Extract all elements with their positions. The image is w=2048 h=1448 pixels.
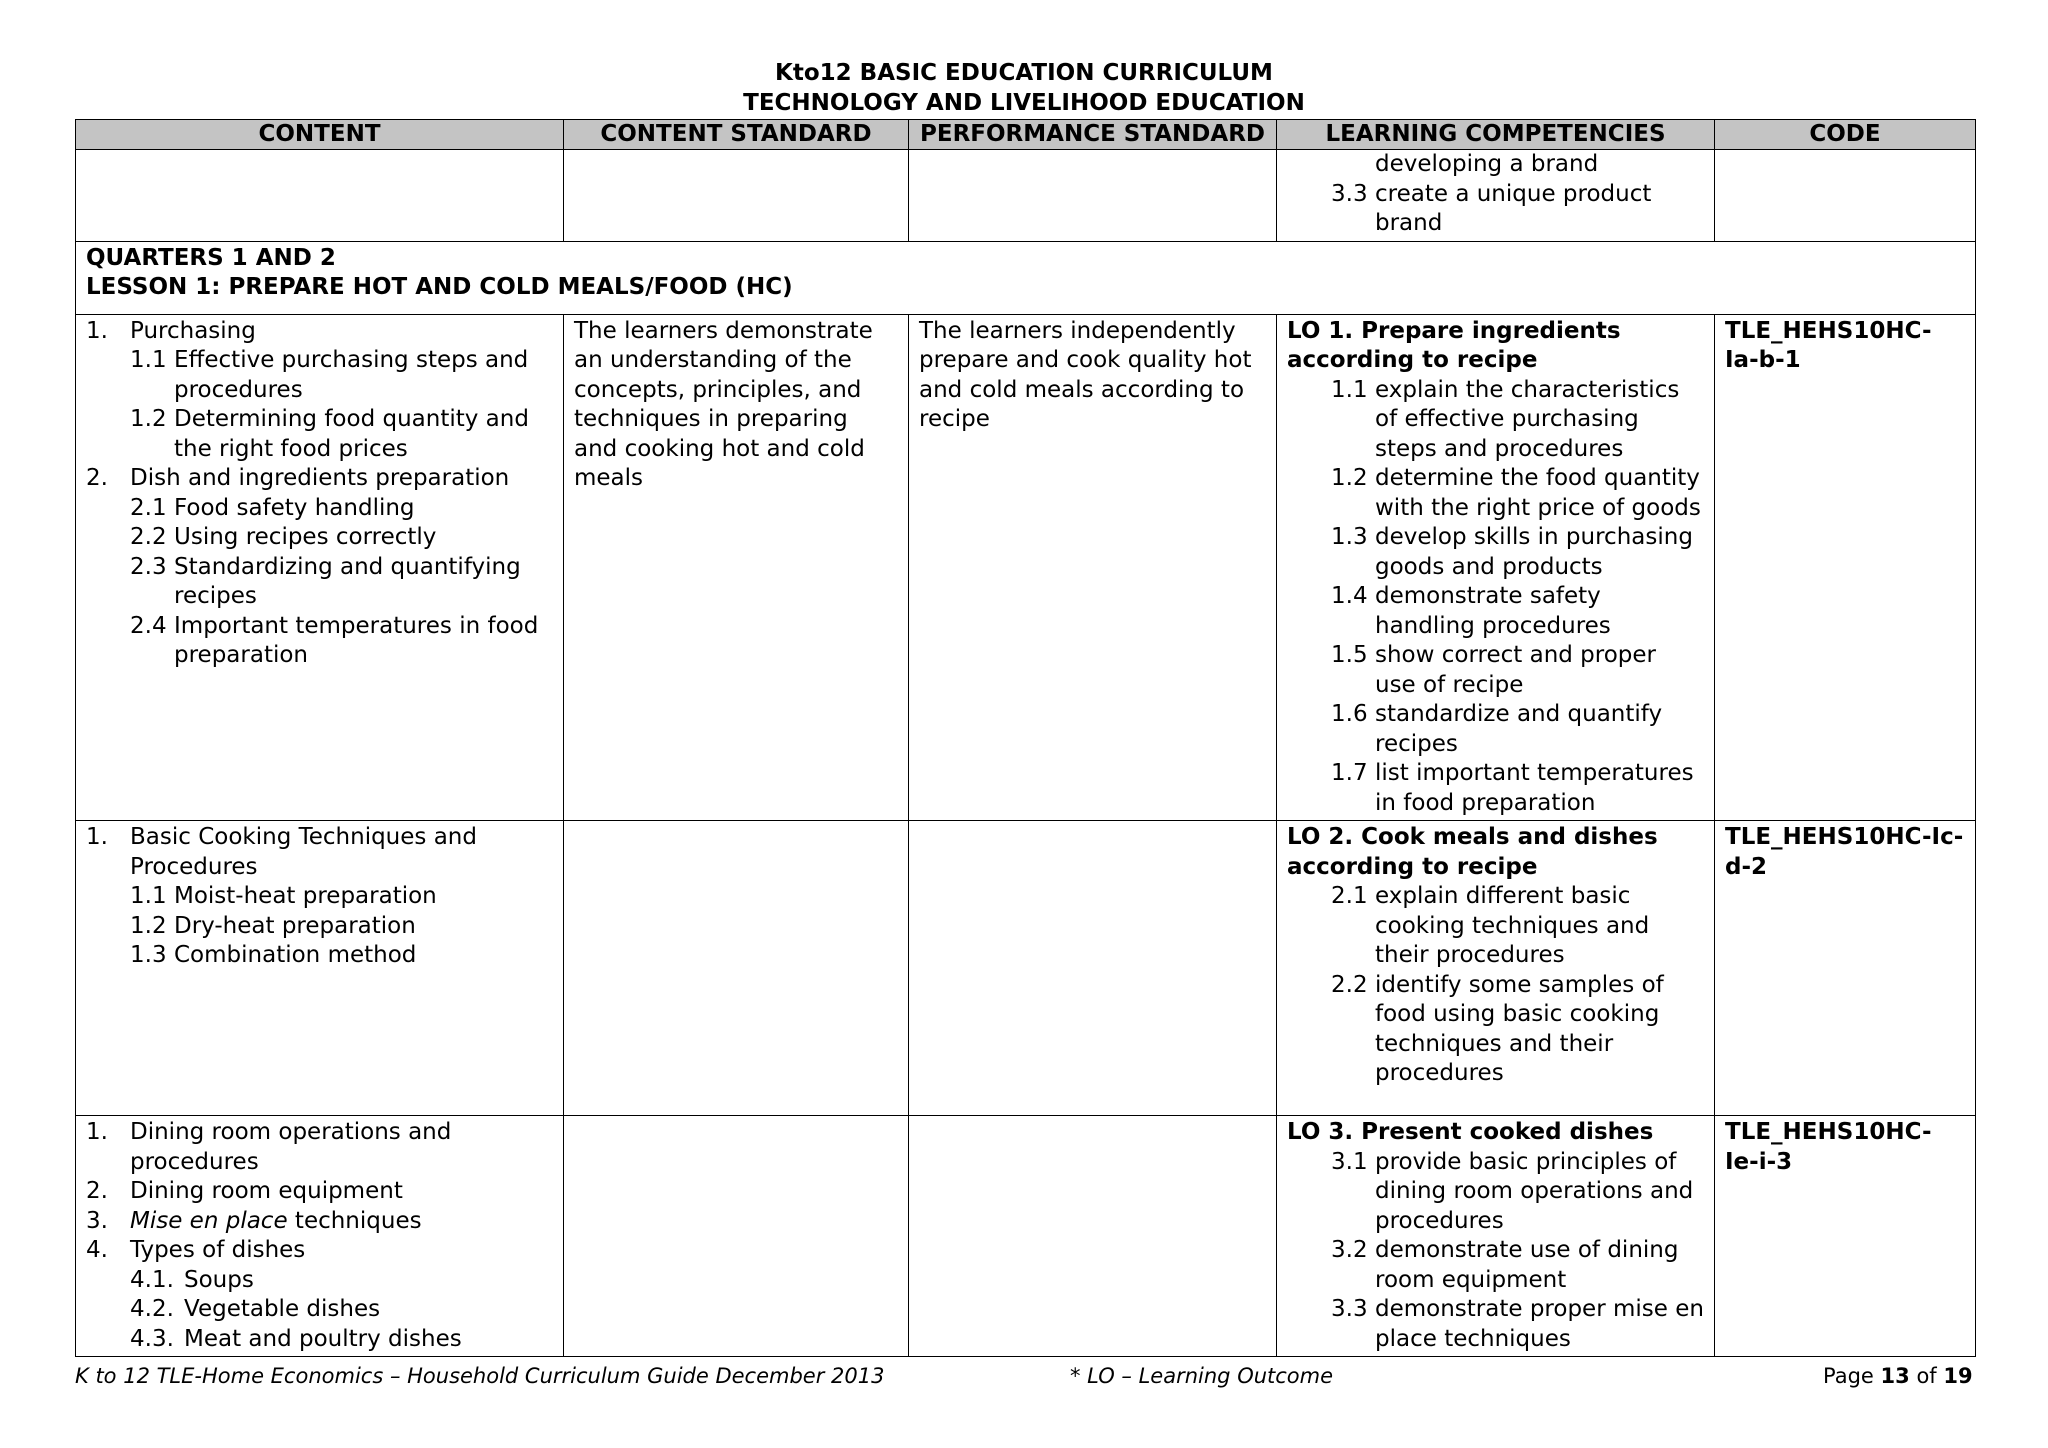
list-item: 1.1 Moist-heat preparation xyxy=(130,883,437,909)
col-header-content: CONTENT xyxy=(76,120,564,150)
list-item: 1.3 develop skills in purchasing goods and products xyxy=(1331,524,1693,580)
cell-performance-standard xyxy=(909,1116,1277,1357)
cell-code: TLE_HEHS10HC-Ia-b-1 xyxy=(1715,314,1976,821)
section-row xyxy=(76,241,1976,314)
cell-content-standard xyxy=(564,821,909,1116)
list-item: 3.3 create a unique product xyxy=(1331,180,1652,207)
table-row xyxy=(76,821,1976,1116)
table-header-row xyxy=(76,120,1976,150)
table-row xyxy=(76,314,1976,821)
list-item: 1.2 Determining food quantity and the right food prices xyxy=(130,406,529,462)
footer-guide-title: K to 12 TLE-Home Economics – Household Curriculum Guide December 2013 xyxy=(75,1364,885,1388)
learning-outcome-title: LO 1. Prepare ingredients according to recipe xyxy=(1287,317,1621,373)
list-item: 1.2 determine the food quantity with the right price of goods xyxy=(1331,465,1701,521)
list-item: 3.3 demonstrate proper mise en place techniques xyxy=(1331,1296,1704,1352)
list-item: developing a brand xyxy=(1375,151,1599,177)
list-item: 1. Purchasing xyxy=(86,317,256,344)
footer-page-number: Page 13 of 19 xyxy=(1823,1364,1973,1388)
document-subtitle: TECHNOLOGY AND LIVELIHOOD EDUCATION xyxy=(743,90,1305,116)
list-item: brand xyxy=(1375,210,1443,236)
list-item: 2.3 Standardizing and quantifying recipes xyxy=(130,553,521,609)
col-header-learning-competencies: LEARNING COMPETENCIES xyxy=(1277,120,1715,150)
list-item: 1.7 list important temperatures in food preparation xyxy=(1331,760,1694,816)
list-item: 4.3. Meat and poultry dishes xyxy=(130,1325,462,1352)
cell-competencies xyxy=(1277,821,1715,1116)
list-item: 1. Basic Cooking Techniques and Procedures xyxy=(86,824,477,880)
list-item: 1.2 Dry-heat preparation xyxy=(130,912,416,939)
list-item: 4. Types of dishes xyxy=(86,1237,306,1263)
cell-code: TLE_HEHS10HC-Ic-d-2 xyxy=(1715,821,1976,1116)
col-header-code: CODE xyxy=(1715,120,1976,150)
quarter-heading: QUARTERS 1 AND 2 xyxy=(86,244,336,271)
cell-content xyxy=(76,314,564,821)
cell-performance-standard xyxy=(909,150,1277,242)
list-item: 2. Dish and ingredients preparation xyxy=(86,465,510,491)
lesson-heading: LESSON 1: PREPARE HOT AND COLD MEALS/FOOD (HC) xyxy=(86,274,793,300)
cell-competencies xyxy=(1277,314,1715,821)
col-header-performance-standard: PERFORMANCE STANDARD xyxy=(909,120,1277,150)
section-heading xyxy=(76,241,1976,314)
cell-content-standard xyxy=(564,1116,909,1357)
cell-performance-standard xyxy=(909,821,1277,1116)
cell-competencies xyxy=(1277,1116,1715,1357)
list-item: 1.1 Effective purchasing steps and procedures xyxy=(130,347,529,403)
col-header-content-standard: CONTENT STANDARD xyxy=(564,120,909,150)
list-item: 4.2. Vegetable dishes xyxy=(130,1296,381,1322)
list-item: 2.2 Using recipes correctly xyxy=(130,524,437,550)
list-item: 1. Dining room operations and procedures xyxy=(86,1119,452,1175)
document-title: Kto12 BASIC EDUCATION CURRICULUM xyxy=(775,60,1273,86)
cell-code: TLE_HEHS10HC-Ie-i-3 xyxy=(1715,1116,1976,1357)
list-item: 1.4 demonstrate safety handling procedures xyxy=(1331,583,1611,639)
list-item: 2.4 Important temperatures in food preparation xyxy=(130,612,539,668)
table-row xyxy=(76,150,1976,242)
learning-outcome-title: LO 2. Cook meals and dishes according to recipe xyxy=(1287,824,1658,880)
list-item: 1.5 show correct and proper use of recipe xyxy=(1331,642,1657,698)
list-item: 2.1 explain different basic cooking techniques and their procedures xyxy=(1331,883,1650,968)
cell-content xyxy=(76,1116,564,1357)
cell-performance-standard: The learners independently prepare and cook quality hot and cold meals according to recipe xyxy=(909,314,1277,821)
list-item: 3. Mise en place techniques xyxy=(86,1207,422,1234)
list-item: 2.1 Food safety handling xyxy=(130,494,415,521)
list-item: 1.1 explain the characteristics of effective purchasing steps and procedures xyxy=(1331,376,1680,462)
list-item: 1.3 Combination method xyxy=(130,942,417,968)
list-item: 1.6 standardize and quantify recipes xyxy=(1331,701,1663,757)
list-item: 3.1 provide basic principles of dining room operations and procedures xyxy=(1331,1148,1694,1234)
cell-content xyxy=(76,821,564,1116)
cell-code xyxy=(1715,150,1976,242)
cell-content-standard: The learners demonstrate an understanding of the concepts, principles, and techniques in preparing and cooking hot and cold meals xyxy=(564,314,909,821)
list-item: 4.1. Soups xyxy=(130,1266,254,1293)
list-item: 3.2 demonstrate use of dining room equipment xyxy=(1331,1237,1679,1293)
curriculum-table xyxy=(75,119,1976,1357)
list-item: 2.2 identify some samples of food using basic cooking techniques and their procedures xyxy=(1331,971,1664,1086)
cell-content xyxy=(76,150,564,242)
learning-outcome-title: LO 3. Present cooked dishes xyxy=(1287,1119,1654,1145)
list-item: 2. Dining room equipment xyxy=(86,1178,403,1204)
cell-competencies xyxy=(1277,150,1715,242)
cell-content-standard xyxy=(564,150,909,242)
table-row xyxy=(76,1116,1976,1357)
footer-lo-note: * LO – Learning Outcome xyxy=(1070,1364,1334,1388)
